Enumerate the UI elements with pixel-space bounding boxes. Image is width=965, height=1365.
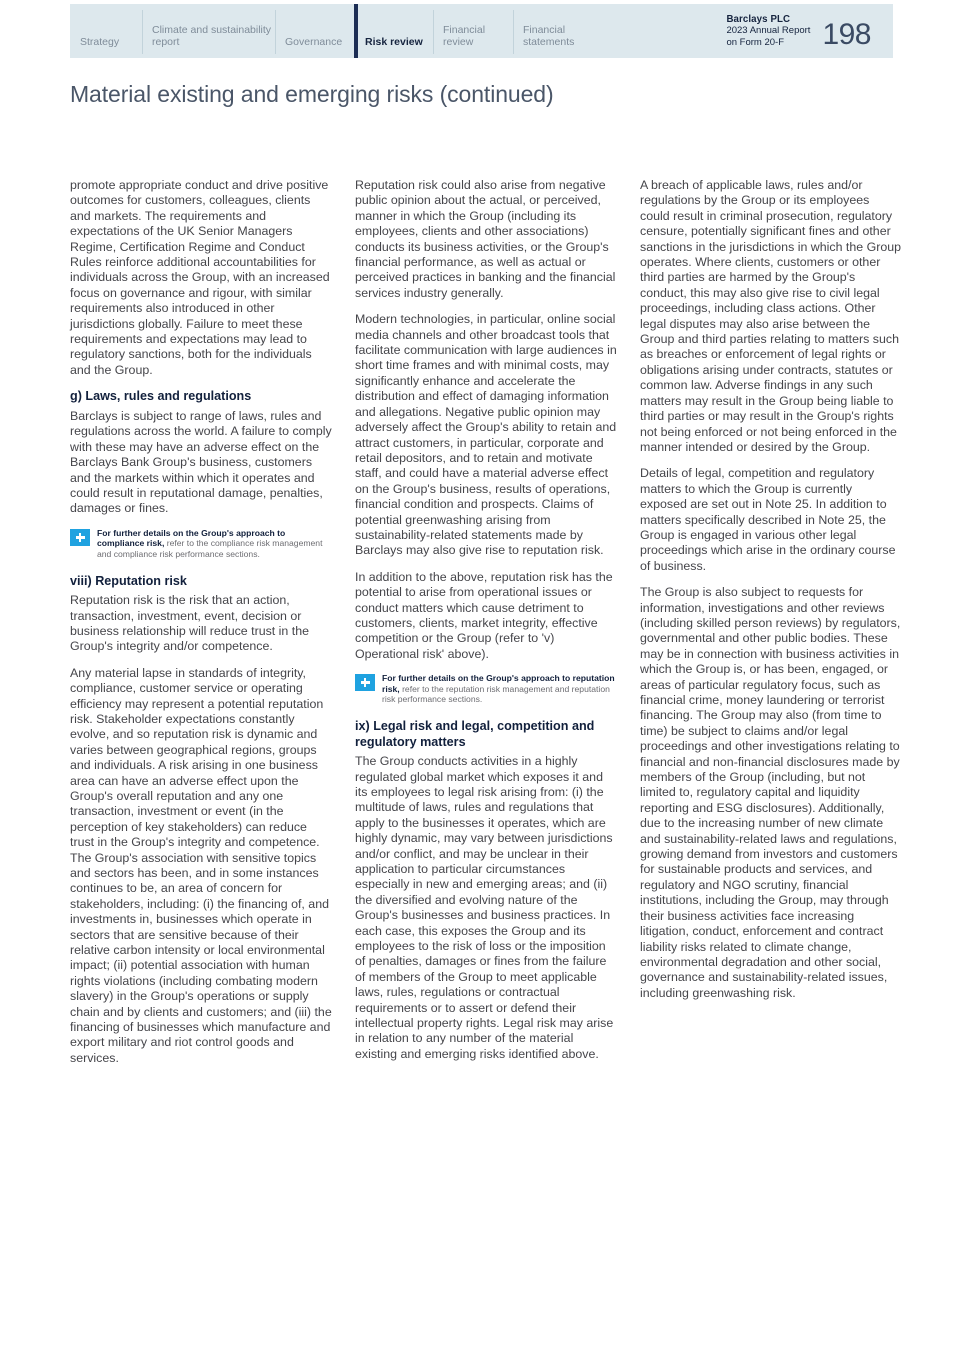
plus-icon (355, 674, 375, 691)
callout-text (382, 673, 617, 705)
article-columns (70, 178, 902, 1077)
callout-compliance-risk[interactable] (70, 528, 332, 560)
nav-tab-risk-review[interactable] (355, 4, 433, 58)
company-name: Barclays PLC (726, 13, 791, 25)
nav-tab-financial-statements[interactable] (513, 4, 603, 58)
nav-tab-financial-review[interactable] (433, 4, 513, 58)
report-title-line2: on Form 20-F (726, 36, 784, 48)
nav-tab-label: Financial review (443, 24, 486, 48)
nav-tab-label: Governance (285, 36, 343, 48)
report-identification (726, 4, 893, 58)
paragraph: A breach of applicable laws, rules and/or regulations by the Group or its employees could result in criminal prosecution, regulatory censure, potentially significant fines and other sanctions in the jurisdictions in which the Group operates. Where clients, customers or other third parties are harmed by the Group's conduct, this may also give rise to civil legal proceedings, including class actions. Other legal disputes may also arise between the Group and third parties relating to matters such as breaches or enforcement of legal rights or obligations arising under contracts, statutes or common law. Adverse findings in any such matters may result in the Group being liable to third parties or may result in the Group's rights not being enforced or not being enforced in the manner intended or desired by the Group. (640, 178, 902, 454)
plus-icon (70, 529, 90, 546)
nav-tab-label: Risk review (365, 36, 423, 48)
column-middle (355, 178, 617, 1077)
nav-tab-climate-and-sustainability-report[interactable] (142, 4, 275, 58)
report-meta-text (726, 14, 810, 51)
report-title-line1: 2023 Annual Report (726, 25, 811, 36)
callout-strong-text: For further details on the Group's approach to compliance risk, (97, 527, 286, 549)
page-number: 198 (822, 18, 871, 51)
paragraph: Any material lapse in standards of integrity, compliance, customer service or operating efficiency may represent a potential reputation risk. Stakeholder expectations constantly evolve, and so reputation risk is dynamic and varies between geographical regions, groups and individuals. A risk arising in one business area can have an adverse effect upon the Group's overall reputation and any one transaction, investment or event (in the perception of key stakeholders) can reduce trust in the Group's integrity and competence. The Group's association with sensitive topics and sectors has been, and in some instances continues to be, an area of concern for stakeholders, including: (i) the financing of, and investments in, businesses which operate in sectors that are sensitive because of their relative carbon intensity or local environmental impact; (ii) potential association with human rights violations (including combating modern slavery) in the Group's operations or supply chain and by clients and customers; and (iii) the financing of businesses which manufacture and export military and riot control goods and services. (70, 665, 332, 1065)
page-title: Material existing and emerging risks (continued) (70, 81, 554, 108)
heading-legal-risk-and-legal-competition-and-regulatory-matters: ix) Legal risk and legal, competition and regulatory matters (355, 718, 595, 749)
paragraph: Reputation risk could also arise from negative public opinion about the actual, or perceived, manner in which the Group (including its employees, clients and other associations) conducts its business activities, or the Group's financial performance, as well as actual or perceived practices in banking and the financial services industry generally. (355, 178, 616, 300)
heading-laws-rules-and-regulations: g) Laws, rules and regulations (70, 389, 252, 404)
paragraph: The Group conducts activities in a highly regulated global market which exposes it and its employees to legal risk arising from: (i) the multitude of laws, rules and regulations that apply to the businesses it operates, which are highly dynamic, may vary between jurisdictions and/or conflict, and may be unclear in their application to particular circumstances especially in new and emerging areas; and (ii) the diversified and evolving nature of the Group's businesses and business practices. In each case, this exposes the Group and its employees to the risk of loss or the imposition of penalties, damages or fines from the failure of members of the Group to meet applicable laws, rules, regulations or contractual requirements or to assert or defend their intellectual property rights. Legal risk may arise in relation to any number of the material existing and emerging risks identified above. (355, 754, 614, 1061)
column-left (70, 178, 332, 1077)
section-navigation-bar (70, 4, 893, 58)
nav-tab-label: Climate and sustainability report (152, 24, 272, 48)
paragraph: promote appropriate conduct and drive positive outcomes for customers, colleagues, clients and markets. The requirements and expectations of the UK Senior Managers Regime, Certification Regime and Conduct Rules reinforce additional accountabilities for individuals across the Group, with an increased focus on governance and rigour, with similar requirements also introduced in other jurisdictions globally. Failure to meet these requirements and expectations may lead to regulatory sanctions, both for the individuals and the Group. (70, 178, 330, 377)
nav-tab-label: Financial statements (523, 24, 575, 48)
nav-spacer (603, 4, 726, 58)
nav-tab-strategy[interactable] (70, 4, 142, 58)
nav-tab-label: Strategy (80, 36, 120, 48)
paragraph: Barclays is subject to range of laws, rules and regulations across the world. A failure to comply with these may have an adverse effect on the Barclays Bank Group's business, customers and the markets within which it operates and could result in reputational damage, penalties, damages or fines. (70, 408, 332, 516)
paragraph: The Group is also subject to requests for information, investigations and other reviews (including skilled person reviews) by regulators, governmental and other public bodies. These may be in connection with business activities in which the Group is, or has been, engaged, or areas of particular regulatory focus, such as financial crime, money laundering or terrorist financing. The Group may also (from time to time) be subject to claims and/or legal proceedings and other investigations relating to financial and non-financial disclosures made by members of the Group (including, but not limited to, regulatory capital and liquidity reporting and ESG disclosures). Additionally, due to the increasing number of new climate and sustainability-related laws and regulations, growing demand from investors and customers for sustainable products and services, and regulatory and NGO scrutiny, financial institutions, including the Group, may through their business activities face increasing litigation, conduct, enforcement and contract liability risks related to climate change, environmental degradation and other social, governance and sustainability-related issues, including greenwashing risk. (640, 585, 901, 1000)
callout-reputation-risk[interactable] (355, 673, 617, 705)
paragraph: Reputation risk is the risk that an action, transaction, investment, event, decision or business relationship will reduce trust in the Group's integrity and/or competence. (70, 593, 309, 654)
paragraph: Details of legal, competition and regulatory matters to which the Group is currently exposed are set out in Note 25. In addition to matters specifically described in Note 25, the Group is engaged in various other legal proceedings which arise in the ordinary course of business. (640, 466, 896, 573)
callout-text (97, 528, 332, 560)
callout-rest-text: refer to the compliance risk management and compliance risk performance sections. (97, 538, 323, 559)
paragraph: Modern technologies, in particular, online social media channels and other broadcast tools that facilitate communication with large audiences in short time frames and with minimal costs, may significantly enhance and accelerate the distribution and effect of damaging information and allegations. Negative public opinion may adversely affect the Group's ability to retain and attract customers, in particular, corporate and retail depositors, and to retain and motivate staff, and could have a material adverse effect on the Group's business, results of operations, financial condition and prospects. Claims of potential greenwashing arising from sustainability-related statements made by Barclays may also give rise to reputation risk. (355, 312, 617, 558)
callout-rest-text: refer to the reputation risk management and reputation risk performance sections. (382, 683, 610, 705)
callout-strong-text: For further details on the Group's approach to reputation risk, (382, 673, 615, 694)
column-right (640, 178, 902, 1077)
paragraph: In addition to the above, reputation risk has the potential to arise from operational issues or conduct matters which cause detriment to customers, clients, market integrity, effective competition or the Group (refer to 'v) Operational risk' above). (355, 569, 613, 661)
nav-tab-governance[interactable] (275, 4, 355, 58)
heading-reputation-risk: viii) Reputation risk (70, 573, 187, 588)
